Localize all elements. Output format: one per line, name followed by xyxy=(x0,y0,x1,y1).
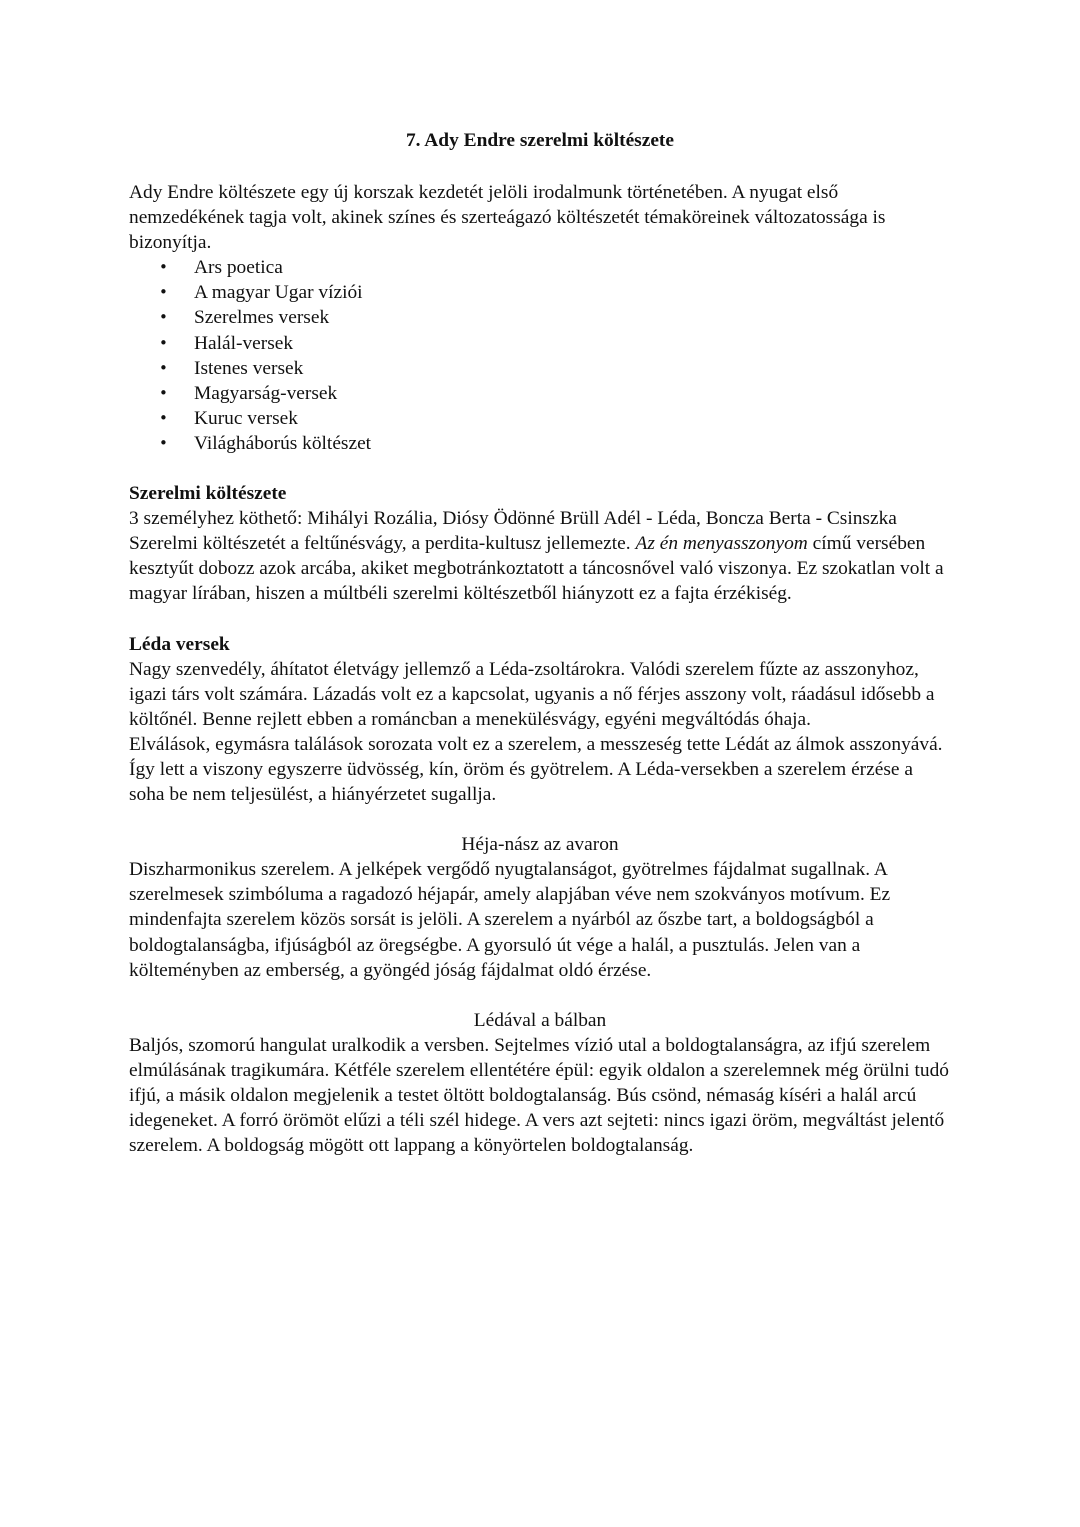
list-item: • Világháborús költészet xyxy=(129,431,951,456)
list-item: • Magyarság-versek xyxy=(129,381,951,406)
list-item: • Halál-versek xyxy=(129,331,951,356)
list-item: • Istenes versek xyxy=(129,356,951,381)
poem-title-bal: Lédával a bálban xyxy=(473,1009,607,1031)
szerelmi-paragraph xyxy=(129,531,951,606)
heja-paragraph: Diszharmonikus szerelem. A jelképek vergődő nyugtalanságot, gyötrelmes fájdalmat sugallnak. A szerelmesek szimbóluma a ragadozó héjapár, amely alapjában véve nem szokványos motívum. Ez mindenfajta szerelem közös sorsát is jelöli. A szerelem a nyárból az őszbe tart, a boldogságból a boldogtalanságba, ifjúságból az öregségbe. A gyorsuló út vége a halál, a pusztulás. Jelen van a költeményben az emberség, a gyöngéd jóság fájdalmat oldó érzése. xyxy=(129,859,891,981)
intro-paragraph: Ady Endre költészete egy új korszak kezdetét jelöli irodalmunk történetében. A nyugat első nemzedékének tagja volt, akinek színes és szerteágazó költészetét témaköreinek változatossága is bizonyítja. xyxy=(129,182,886,254)
szerelmi-text-end: című versében kesztyűt dobozz azok arcába, akiket megbotránkoztatott a táncosnővel való viszonya. Ez szokatlan volt a magyar lírában, hiszen a múltbéli szerelmi költészetből hiányzott ez a fajta érzékiség. xyxy=(129,533,944,605)
list-item: • Ars poetica xyxy=(129,255,951,280)
topic-list xyxy=(129,255,951,456)
persons-paragraph: 3 személyhez köthető: Mihályi Rozália, Diósy Ödönné Brüll Adél - Léda, Boncza Berta - Csinszka xyxy=(129,508,897,530)
document-page xyxy=(129,128,951,1158)
poem-title-italic: Az én menyasszonyom xyxy=(635,533,808,555)
bal-paragraph: Baljós, szomorú hangulat uralkodik a versben. Sejtelmes vízió utal a boldogtalanságra, az ifjú szerelem elmúlásának tragikumára. Kétféle szerelem ellentétére épül: egyik oldalon a szerelemnek még örülni tudó ifjú, a másik oldalon megjelenik a testet öltött boldogtalanság. Bús csönd, némaság kíséri a halál arcú idegeneket. A forró örömöt elűzi a téli szél hidege. A vers azt sejteti: nincs igazi öröm, megváltást jelentő szerelem. A boldogság mögött ott lappang a könyörtelen boldogtalanság. xyxy=(129,1034,949,1157)
list-item: • Szerelmes versek xyxy=(129,305,951,330)
section-heading-leda: Léda versek xyxy=(129,633,230,655)
poem-title-heja: Héja-nász az avaron xyxy=(461,834,619,856)
szerelmi-text-start: Szerelmi költészetét a feltűnésvágy, a perdita-kultusz jellemezte. xyxy=(129,533,636,555)
section-heading-szerelmi: Szerelmi költészete xyxy=(129,483,287,505)
leda-paragraph-2: Elválások, egymásra találások sorozata volt ez a szerelem, a messzeség tette Lédát az álmok asszonyává. Így lett a viszony egyszerre üdvösség, kín, öröm és gyötrelem. A Léda-versekben a szerelem érzése a soha be nem teljesülést, a hiányérzetet sugallja. xyxy=(129,733,943,806)
list-item: • A magyar Ugar víziói xyxy=(129,280,951,305)
page-title: 7. Ady Endre szerelmi költészete xyxy=(405,130,674,151)
leda-paragraph-1: Nagy szenvedély, áhítatot életvágy jellemző a Léda-zsoltárokra. Valódi szerelem fűzte az asszonyhoz, igazi társ volt számára. Lázadás volt ez a kapcsolat, ugyanis a nő férjes asszony volt, ráadásul idősebb a költőnél. Benne rejlett ebben a románcban a menekülésvágy, egyéni megváltódás óhaja. xyxy=(129,658,935,730)
list-item: • Kuruc versek xyxy=(129,406,951,431)
